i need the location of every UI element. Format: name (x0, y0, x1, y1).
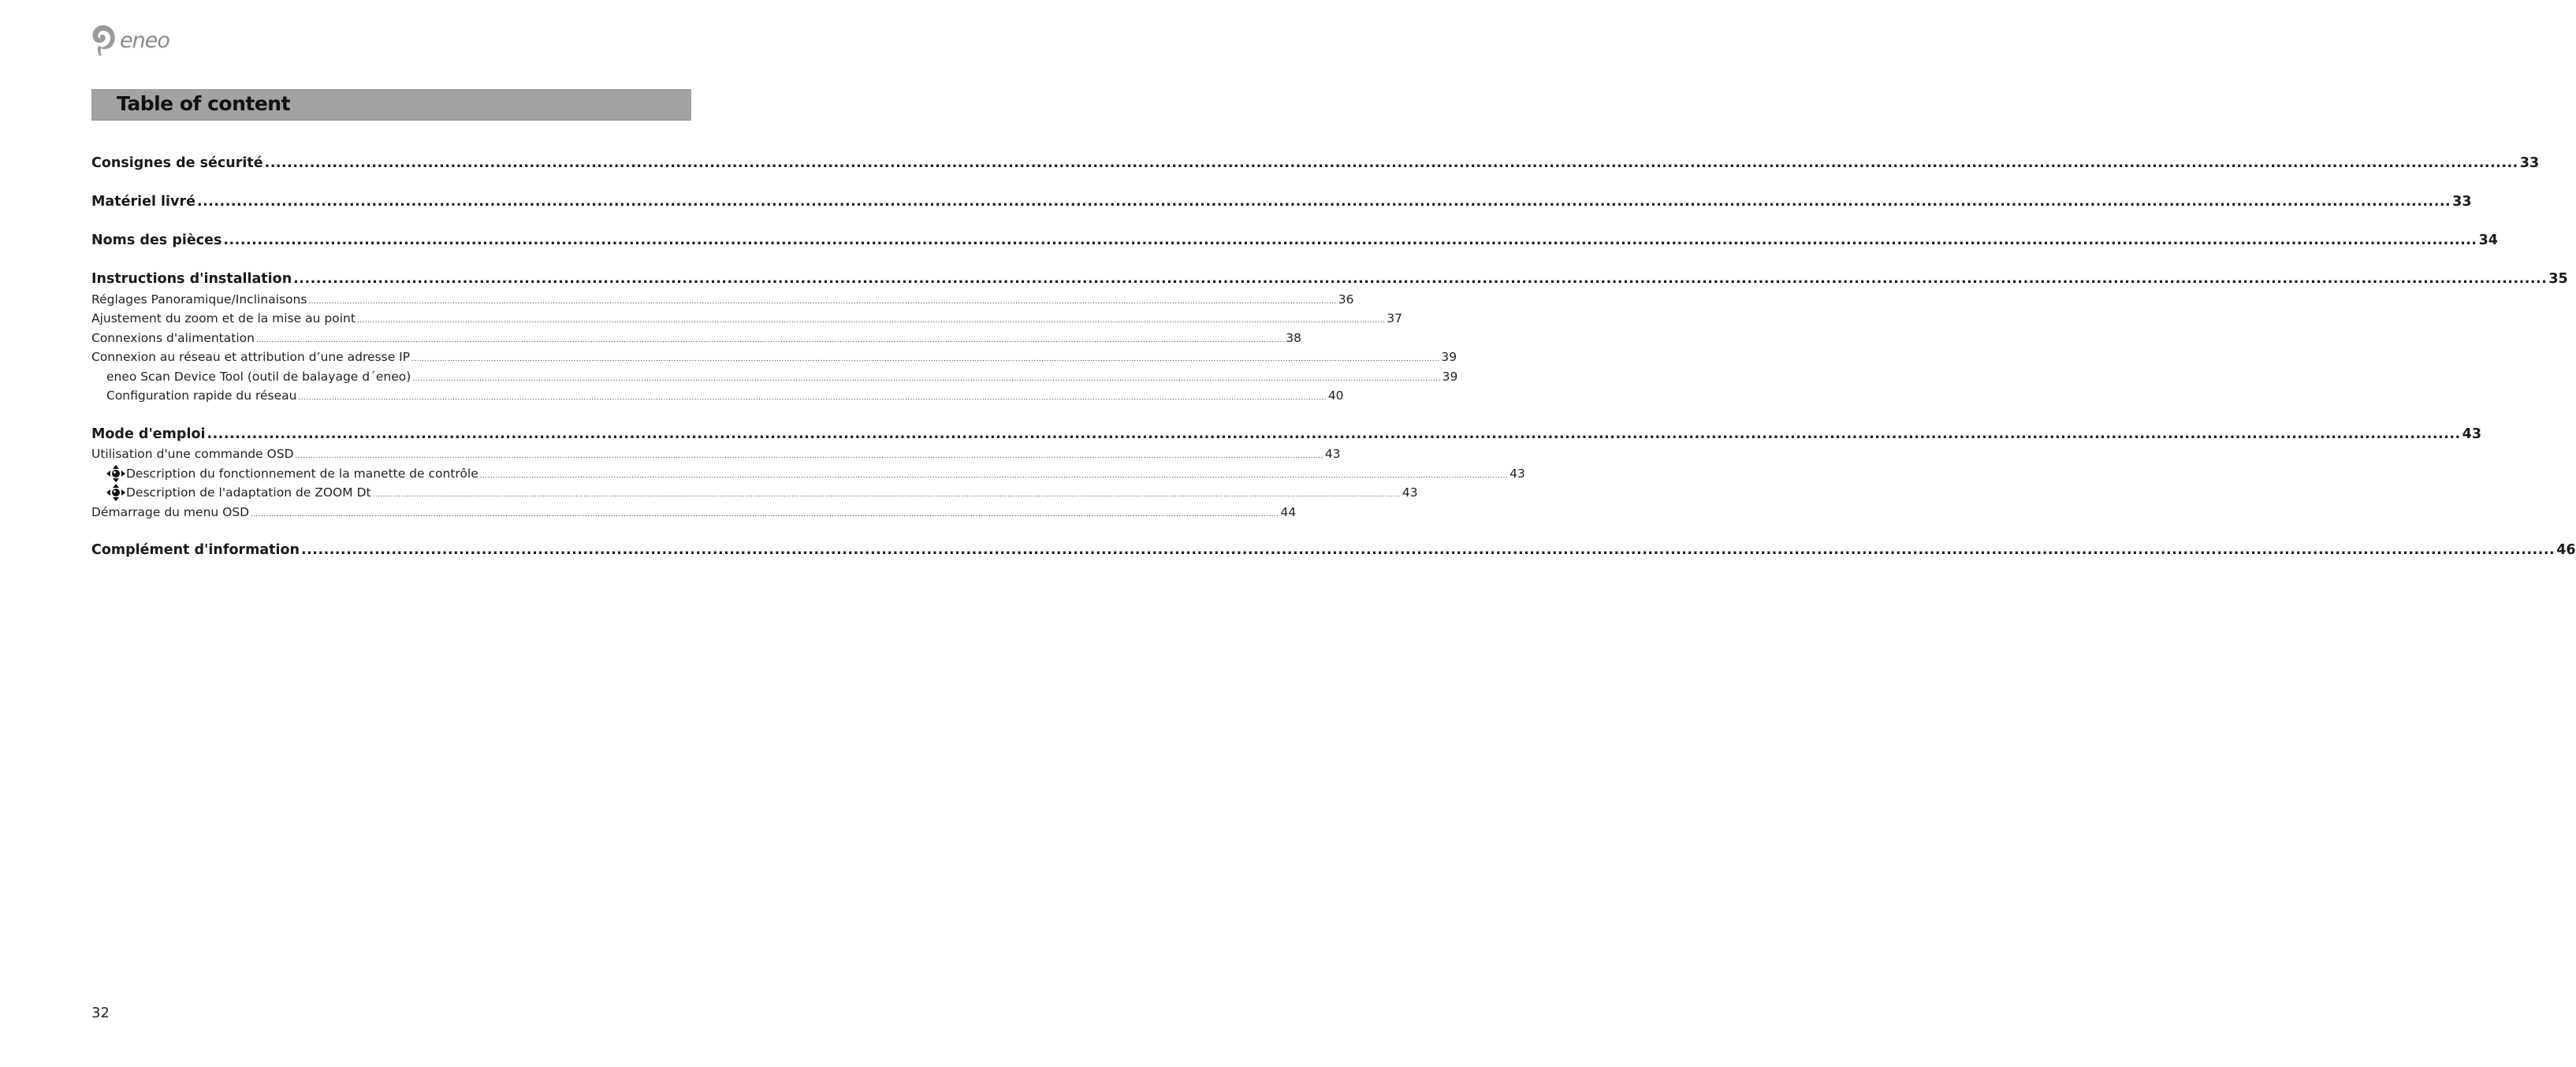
toc-leader-dots: ................................................................................................................................................................................................................................................................................................................................................................................................................ (412, 375, 1441, 383)
toc-leader-dots: ................................................................................................................................................................................................................................................................................................................................................................................................................ (356, 317, 1386, 325)
toc-entry-label: Mode d'emploi (91, 426, 206, 442)
toc-subentry[interactable] (91, 348, 1457, 366)
toc-entry-page: 43 (1509, 467, 1525, 481)
brand-name: eneo (120, 28, 169, 53)
toc-entry-label: Démarrage du menu OSD (91, 505, 250, 519)
toc-entry[interactable] (91, 425, 2482, 444)
toc-entry-page: 46 (2556, 542, 2576, 558)
toc-entry-label: Noms des pièces (91, 232, 222, 248)
toc-entry-label: Configuration rapide du réseau (106, 389, 297, 403)
toc-leader-dots: ................................................................................................................................................................................................................................................................................................................................................................................................................ (255, 336, 1285, 344)
toc-entry-page: 39 (1441, 350, 1457, 364)
joystick-icon (106, 465, 125, 482)
toc-entry-page: 43 (2462, 426, 2482, 442)
toc-leader-dots: ................................................................................................................................................................................................................................................................................................................................................................................................................ (207, 426, 2461, 442)
toc-entry-page: 37 (1387, 311, 1402, 325)
toc-subentry[interactable] (91, 445, 1341, 463)
toc-entry-label: Réglages Panoramique/Inclinaisons (91, 292, 307, 307)
toc-leader-dots: ................................................................................................................................................................................................................................................................................................................................................................................................................ (251, 511, 1279, 519)
toc-entry-label: Utilisation d'une commande OSD (91, 447, 294, 461)
toc-entry-page: 40 (1327, 389, 1344, 403)
toc-entry-label: Connexions d'alimentation (91, 331, 255, 345)
toc-entry-page: 36 (1338, 292, 1354, 307)
toc-leader-dots: ................................................................................................................................................................................................................................................................................................................................................................................................................ (411, 355, 1440, 363)
toc-subentry[interactable] (106, 387, 1344, 404)
page-number: 32 (91, 1005, 110, 1021)
toc-entry[interactable] (91, 541, 2576, 560)
toc-entry[interactable] (91, 192, 2472, 211)
toc-entry-label: Matériel livré (91, 194, 195, 210)
toc-entry-label: Instructions d'installation (91, 271, 292, 287)
toc-leader-dots: ................................................................................................................................................................................................................................................................................................................................................................................................................ (298, 394, 1327, 402)
toc-entry[interactable] (91, 231, 2498, 250)
toc-entry-page: 43 (1402, 485, 1418, 500)
toc-entry-page: 38 (1286, 331, 1302, 345)
toc-entry-page: 44 (1280, 505, 1297, 519)
toc-leader-dots: ................................................................................................................................................................................................................................................................................................................................................................................................................ (196, 194, 2451, 210)
toc-leader-dots: ................................................................................................................................................................................................................................................................................................................................................................................................................ (293, 271, 2548, 287)
toc-entry-text: Description du fonctionnement de la manette de contrôle (126, 467, 478, 481)
toc-subentry[interactable] (106, 465, 1525, 482)
toc-subentry[interactable] (91, 504, 1297, 521)
toc-leader-dots: ................................................................................................................................................................................................................................................................................................................................................................................................................ (301, 542, 2556, 558)
toc-leader-dots: ................................................................................................................................................................................................................................................................................................................................................................................................................ (223, 232, 2477, 248)
toc-leader-dots: ................................................................................................................................................................................................................................................................................................................................................................................................................ (264, 155, 2518, 171)
toc-entry-page: 43 (1324, 447, 1341, 461)
toc-leader-dots: ................................................................................................................................................................................................................................................................................................................................................................................................................ (308, 298, 1337, 306)
toc-entry-label: Ajustement du zoom et de la mise au point (91, 311, 356, 325)
toc-subentry[interactable] (106, 484, 1418, 501)
toc-entry-page: 35 (2548, 271, 2568, 287)
title-bar (91, 89, 691, 121)
toc-entry-label: eneo Scan Device Tool (outil de balayage d´eneo) (106, 370, 411, 384)
page-title: Table of content (117, 92, 291, 115)
toc-entry-label: Connexion au réseau et attribution d’une adresse IP (91, 350, 411, 364)
toc-entry[interactable] (91, 270, 2568, 288)
toc-entry-page: 33 (2519, 155, 2540, 171)
toc-entry-text: Description de l'adaptation de ZOOM Dt (126, 485, 371, 500)
toc-entry-label (106, 465, 478, 483)
joystick-icon (106, 484, 125, 501)
toc-entry-page: 39 (1442, 370, 1458, 384)
eneo-swirl-logo-icon (91, 24, 117, 57)
toc-subentry[interactable] (91, 329, 1302, 347)
brand-logo (91, 24, 169, 57)
toc-subentry[interactable] (91, 310, 1402, 327)
toc-entry-page: 33 (2452, 194, 2472, 210)
toc-entry-page: 34 (2478, 232, 2498, 248)
toc-leader-dots: ................................................................................................................................................................................................................................................................................................................................................................................................................ (295, 452, 1323, 460)
toc-subentry[interactable] (106, 368, 1458, 385)
toc-leader-dots: ................................................................................................................................................................................................................................................................................................................................................................................................................ (372, 491, 1401, 499)
toc-leader-dots: ................................................................................................................................................................................................................................................................................................................................................................................................................ (479, 472, 1509, 480)
toc-entry[interactable] (91, 154, 2540, 173)
toc-entry-label: Consignes de sécurité (91, 155, 263, 171)
toc-entry-label: Complément d'information (91, 542, 300, 558)
toc-entry-label (106, 484, 371, 502)
toc-subentry[interactable] (91, 291, 1354, 308)
